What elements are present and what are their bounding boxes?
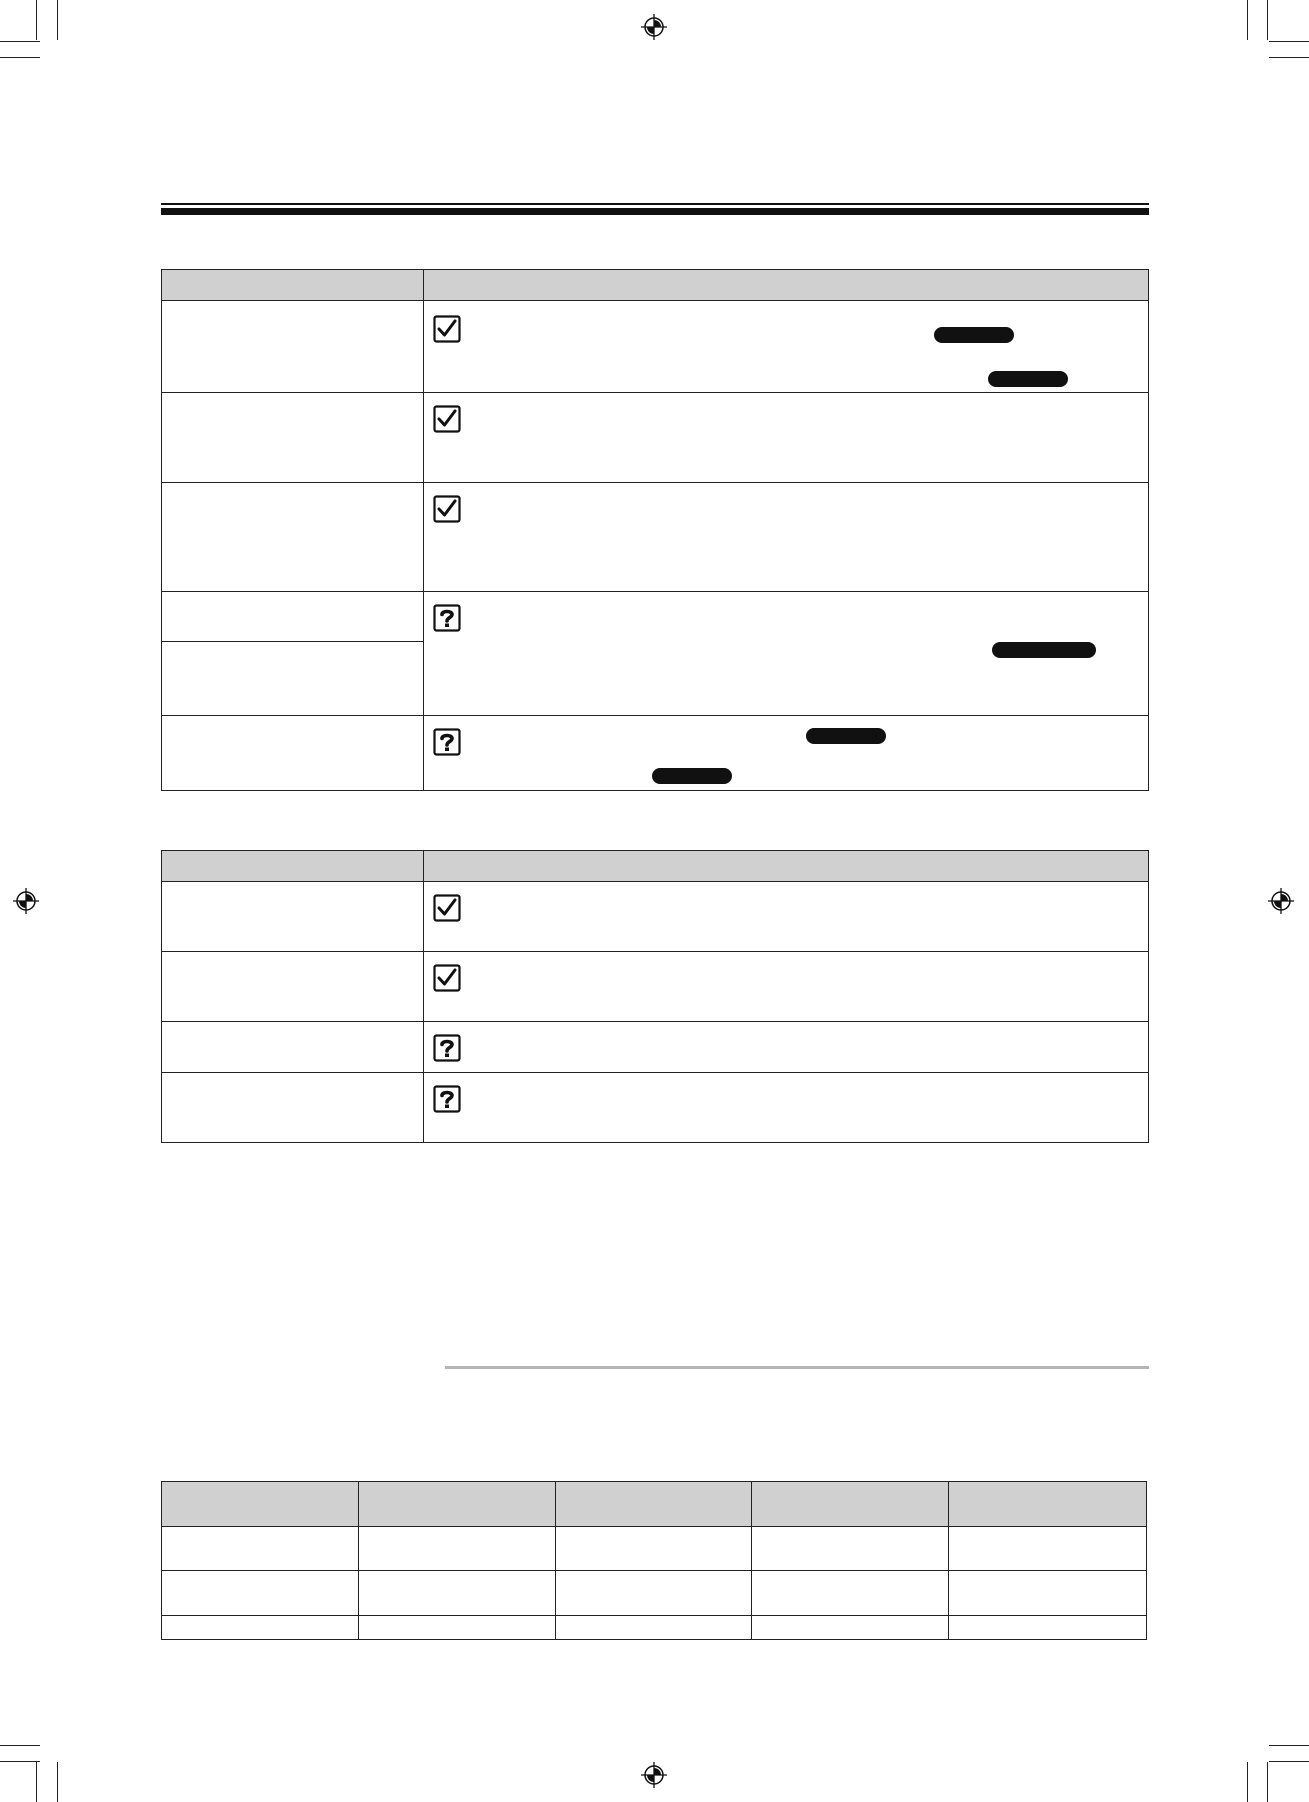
table-header-cell (555, 1482, 752, 1527)
crop-mark (36, 0, 37, 40)
table-row (162, 1073, 1149, 1143)
question-icon (433, 728, 461, 756)
problem-cell (162, 592, 424, 642)
check-icon (433, 315, 461, 343)
problem-cell (162, 952, 424, 1022)
reference-badge (988, 371, 1068, 387)
table-cell (949, 1527, 1147, 1571)
table-header-cell (162, 851, 424, 882)
table-header-cell (423, 270, 1148, 301)
reference-badge (934, 327, 1014, 343)
table-header-cell (358, 1482, 555, 1527)
reference-badge (992, 642, 1096, 658)
question-icon (433, 604, 461, 632)
solution-cell (423, 393, 1148, 483)
problem-cell (162, 1073, 424, 1143)
table-header-cell (423, 851, 1148, 882)
table-header-cell (162, 270, 424, 301)
table-row (162, 301, 1149, 393)
table-row (162, 592, 1149, 642)
crop-mark (0, 1745, 40, 1746)
table-row (162, 393, 1149, 483)
registration-mark-bottom (641, 1762, 667, 1788)
table-header-cell (949, 1482, 1147, 1527)
check-icon (433, 964, 461, 992)
table-cell (162, 1571, 359, 1616)
registration-mark-top (641, 14, 667, 40)
table-header-cell (162, 1482, 359, 1527)
solution-cell (423, 483, 1148, 592)
crop-mark (1247, 1762, 1248, 1802)
reference-badge (806, 728, 886, 744)
table-cell (358, 1527, 555, 1571)
solution-cell (423, 1073, 1148, 1143)
title-rule-thick (161, 208, 1149, 215)
problem-cell (162, 301, 424, 393)
table-cell (162, 1527, 359, 1571)
table-row (162, 483, 1149, 592)
page-title (161, 170, 1149, 198)
table-row (162, 716, 1149, 791)
section-divider (445, 1366, 1149, 1369)
crop-mark (1247, 0, 1248, 40)
spec-table (161, 1481, 1147, 1640)
solution-cell (423, 716, 1148, 791)
problem-cell (162, 716, 424, 791)
solution-cell (423, 882, 1148, 952)
question-icon (433, 1085, 461, 1113)
table-cell (358, 1616, 555, 1640)
crop-mark (57, 1762, 58, 1802)
question-icon (433, 1034, 461, 1062)
problem-cell (162, 483, 424, 592)
crop-mark (36, 1762, 37, 1802)
table-row (162, 1022, 1149, 1073)
table-cell (752, 1527, 949, 1571)
table-row (162, 882, 1149, 952)
check-icon (433, 495, 461, 523)
table-cell (752, 1571, 949, 1616)
table-row (162, 1571, 1147, 1616)
crop-mark (1269, 1745, 1309, 1746)
check-icon (433, 894, 461, 922)
registration-mark-left (13, 888, 39, 914)
crop-mark (1269, 41, 1309, 42)
problem-cell (162, 1022, 424, 1073)
crop-mark (0, 57, 40, 58)
reference-badge (652, 768, 732, 784)
table-cell (555, 1571, 752, 1616)
problem-cell (162, 393, 424, 483)
crop-mark (1267, 0, 1268, 40)
crop-mark (57, 0, 58, 40)
crop-mark (1269, 57, 1309, 58)
solution-cell (423, 952, 1148, 1022)
troubleshooting-table-2 (161, 850, 1149, 1143)
check-icon (433, 405, 461, 433)
table-row (162, 952, 1149, 1022)
crop-mark (0, 41, 40, 42)
table-cell (358, 1571, 555, 1616)
table-header-cell (752, 1482, 949, 1527)
table-cell (949, 1616, 1147, 1640)
table-row (162, 1616, 1147, 1640)
solution-cell (423, 1022, 1148, 1073)
crop-mark (1267, 1762, 1268, 1802)
crop-mark (1269, 1761, 1309, 1762)
solution-cell (423, 301, 1148, 393)
table-cell (752, 1616, 949, 1640)
table-cell (555, 1527, 752, 1571)
problem-cell (162, 882, 424, 952)
solution-cell (423, 592, 1148, 716)
table-row (162, 1527, 1147, 1571)
title-rule-thin (161, 203, 1149, 205)
problem-cell (162, 642, 424, 716)
table-cell (162, 1616, 359, 1640)
crop-mark (0, 1761, 40, 1762)
registration-mark-right (1268, 888, 1294, 914)
troubleshooting-table-1 (161, 269, 1149, 791)
table-cell (555, 1616, 752, 1640)
table-cell (949, 1571, 1147, 1616)
